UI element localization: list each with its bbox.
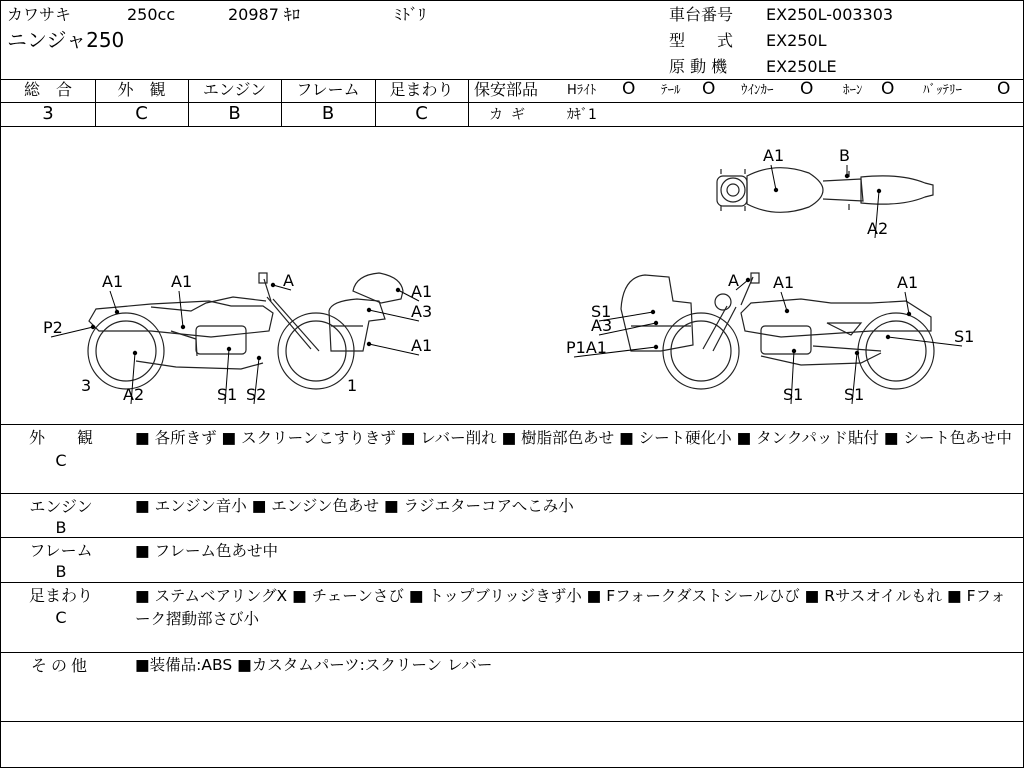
grade-total-value: 3: [42, 103, 54, 124]
displacement: 250cc: [127, 5, 176, 24]
maker: カワサキ: [7, 5, 72, 24]
comment-exterior-label: 外 観: [28, 428, 93, 447]
comment-engine-grade: B: [55, 518, 67, 537]
safety-item-battery-status: O: [997, 79, 1011, 99]
grade-engine-label: エンジン: [202, 80, 267, 99]
divider: [1, 582, 1023, 583]
grade-engine-value: B: [228, 103, 241, 124]
damage-label: S1: [844, 385, 865, 404]
damage-label: A2: [867, 219, 889, 238]
key-label: カギ: [489, 107, 533, 123]
damage-label: S1: [217, 385, 238, 404]
damage-label: P2: [43, 318, 63, 337]
damage-label: S1: [783, 385, 804, 404]
grade-exterior-label: 外 観: [117, 80, 166, 99]
comment-other-label: その他: [30, 656, 91, 675]
damage-label: A: [728, 271, 739, 290]
damage-label: A1: [411, 336, 433, 355]
frame-number-label: 車台番号: [669, 5, 734, 24]
damage-label: 1: [347, 376, 358, 395]
frame-number: EX250L-003303: [766, 5, 894, 24]
grade-frame-value: B: [321, 103, 335, 124]
comment-frame-text: ■ フレーム色あせ中: [135, 542, 278, 560]
grade-suspension-value: C: [415, 103, 428, 124]
damage-label: B: [839, 146, 850, 165]
damage-label: A1: [171, 272, 193, 291]
damage-label: S2: [246, 385, 267, 404]
damage-label: A2: [123, 385, 145, 404]
grade-exterior-value: C: [135, 103, 148, 124]
safety-item-horn-status: O: [881, 79, 895, 99]
comment-engine-label: エンジン: [29, 497, 93, 516]
damage-label: A1: [102, 272, 124, 291]
comment-engine-text: ■ エンジン音小 ■ エンジン色あせ ■ ラジエターコアへこみ小: [135, 497, 574, 515]
comment-suspension-label: 足まわり: [28, 586, 93, 605]
damage-label: A1: [897, 273, 919, 292]
damage-label: A3: [591, 316, 613, 335]
comment-frame-label: フレーム: [29, 541, 93, 560]
divider: [1, 493, 1023, 494]
comment-suspension-text: ■ ステムベアリングX ■ チェーンさび ■ トップブリッジきず小 ■ Fフォークダストシールひび ■ Rサスオイルもれ ■ Fフォーク摺動部さび小: [135, 587, 1006, 628]
damage-label: A3: [411, 302, 433, 321]
safety-item-winker-status: O: [800, 79, 814, 99]
engine-model-label: 原 動 機: [669, 57, 728, 76]
comment-exterior-text: ■ 各所きず ■ スクリーンこすりきず ■ レバー削れ ■ 樹脂部色あせ ■ シート硬化小 ■ タンクパッド貼付 ■ シート色あせ中: [135, 429, 1012, 447]
damage-label: A: [283, 271, 294, 290]
grade-suspension-label: 足まわり: [389, 80, 454, 99]
left-side-motorcycle: [88, 273, 403, 389]
damage-label: A1: [411, 282, 433, 301]
divider: [1, 652, 1023, 653]
comment-other-text: ■装備品:ABS ■カスタムパーツ:スクリーン レバー: [135, 656, 493, 674]
color: ﾐﾄﾞﾘ: [394, 5, 427, 24]
damage-label: A1: [773, 273, 795, 292]
damage-leader-line: [781, 292, 787, 311]
safety-item-taillight-status: O: [702, 79, 716, 99]
damage-leader-line: [179, 291, 183, 327]
divider: [469, 102, 1023, 103]
damage-leader-line: [771, 165, 776, 190]
grade-total-label: 総 合: [23, 80, 72, 99]
comment-exterior-grade: C: [55, 451, 67, 470]
model-code: EX250L: [766, 31, 827, 50]
model-name: ニンジャ250: [7, 28, 125, 52]
engine-model: EX250LE: [766, 57, 837, 76]
model-code-label: 型 式: [669, 31, 734, 50]
safety-parts-label: 保安部品: [474, 80, 539, 99]
safety-item-headlight: Hﾗｲﾄ: [567, 83, 597, 98]
safety-item-battery: ﾊﾞｯﾃﾘｰ: [923, 83, 962, 98]
damage-label: A1: [763, 146, 785, 165]
damage-label: S1: [591, 302, 612, 321]
divider: [1, 721, 1023, 722]
damage-label: S1: [954, 327, 975, 346]
damage-label: P1A1: [566, 338, 607, 357]
divider: [1, 537, 1023, 538]
divider: [468, 79, 469, 126]
grade-frame-label: フレーム: [296, 80, 360, 99]
safety-item-taillight: ﾃｰﾙ: [661, 83, 681, 98]
safety-item-horn: ﾎｰﾝ: [843, 83, 863, 98]
top-view-motorcycle: [717, 168, 933, 213]
safety-item-headlight-status: O: [622, 79, 636, 99]
damage-leader-line: [110, 291, 117, 312]
divider: [1, 424, 1023, 425]
comment-suspension-grade: C: [55, 608, 67, 627]
damage-diagram: [1, 126, 1023, 424]
comment-frame-grade: B: [55, 562, 67, 581]
safety-item-winker: ｳｲﾝｶｰ: [741, 83, 774, 98]
key-value: ｶｷﾞ1: [567, 107, 597, 123]
damage-label: 3: [81, 376, 92, 395]
mileage: 20987 ｷﾛ: [228, 5, 300, 24]
